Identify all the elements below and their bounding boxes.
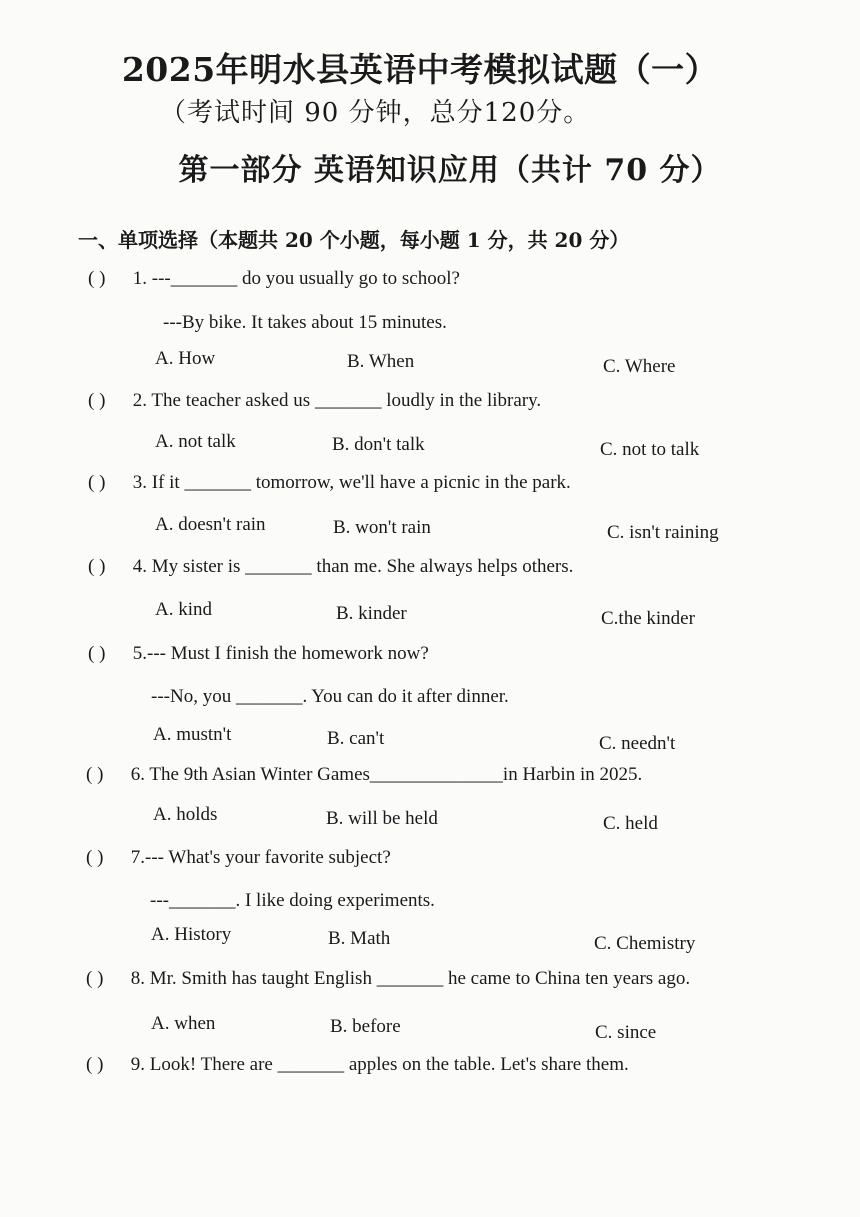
question-stem: 7.--- What's your favorite subject? (130, 847, 391, 868)
question-1-reply: ---By bike. It takes about 15 minutes. (163, 312, 447, 333)
answer-paren[interactable]: ( ) (88, 390, 106, 411)
option-a: A. History (151, 924, 232, 945)
option-a: A. when (151, 1013, 216, 1034)
question-7 (86, 847, 391, 869)
answer-paren[interactable]: ( ) (88, 472, 106, 493)
question-stem: 4. My sister is _______ than me. She always helps others. (132, 556, 574, 577)
option-a: A. kind (155, 599, 212, 620)
answer-paren[interactable]: ( ) (86, 764, 104, 785)
question-3 (88, 472, 571, 494)
answer-paren[interactable]: ( ) (88, 268, 106, 289)
question-stem: 2. The teacher asked us _______ loudly in the library. (132, 390, 542, 411)
option-a: A. How (155, 348, 216, 369)
question-6 (86, 764, 642, 786)
option-b: B. Math (328, 928, 391, 949)
option-c: C. Where (603, 356, 676, 377)
option-b: B. can't (327, 728, 385, 749)
option-b: B. won't rain (333, 517, 431, 538)
option-c: C. since (595, 1022, 657, 1043)
option-b: B. before (330, 1016, 401, 1037)
option-c: C. Chemistry (594, 933, 696, 954)
question-stem: 3. If it _______ tomorrow, we'll have a picnic in the park. (132, 472, 571, 493)
exam-subtitle: （考试时间 90 分钟，总分120分。 (160, 98, 591, 128)
question-8 (86, 968, 690, 990)
question-9 (86, 1054, 629, 1076)
answer-paren[interactable]: ( ) (88, 643, 106, 664)
answer-paren[interactable]: ( ) (86, 847, 104, 868)
option-b: B. When (347, 351, 415, 372)
option-b: B. kinder (336, 603, 407, 624)
option-a: A. doesn't rain (155, 514, 266, 535)
option-a: A. not talk (155, 431, 236, 452)
answer-paren[interactable]: ( ) (88, 556, 106, 577)
section-heading: 一、单项选择（本题共 20 个小题，每小题 1 分，共 20 分） (78, 228, 630, 252)
option-c: C.the kinder (601, 608, 695, 629)
question-5 (88, 643, 429, 665)
option-a: A. mustn't (153, 724, 232, 745)
answer-paren[interactable]: ( ) (86, 1054, 104, 1075)
question-stem: 6. The 9th Asian Winter Games______________in Harbin in 2025. (130, 764, 643, 785)
question-5-reply: ---No, you _______. You can do it after dinner. (151, 686, 509, 707)
option-b: B. don't talk (332, 434, 425, 455)
option-b: B. will be held (326, 808, 438, 829)
question-stem: 5.--- Must I finish the homework now? (132, 643, 429, 664)
question-2 (88, 390, 541, 412)
part-heading: 第一部分 英语知识应用（共计 70 分） (178, 153, 722, 188)
exam-title: 2025年明水县英语中考模拟试题（一） (121, 50, 719, 89)
answer-paren[interactable]: ( ) (86, 968, 104, 989)
question-stem: 8. Mr. Smith has taught English _______ he came to China ten years ago. (130, 968, 691, 989)
question-1 (88, 268, 460, 290)
option-c: C. not to talk (600, 439, 700, 460)
question-7-reply: ---_______. I like doing experiments. (150, 890, 435, 911)
option-c: C. needn't (599, 733, 676, 754)
option-c: C. held (603, 813, 658, 834)
option-a: A. holds (153, 804, 218, 825)
question-stem: 1. ---_______ do you usually go to school? (132, 268, 460, 289)
option-c: C. isn't raining (607, 522, 719, 543)
question-4 (88, 556, 573, 578)
question-stem: 9. Look! There are _______ apples on the table. Let's share them. (130, 1054, 629, 1075)
